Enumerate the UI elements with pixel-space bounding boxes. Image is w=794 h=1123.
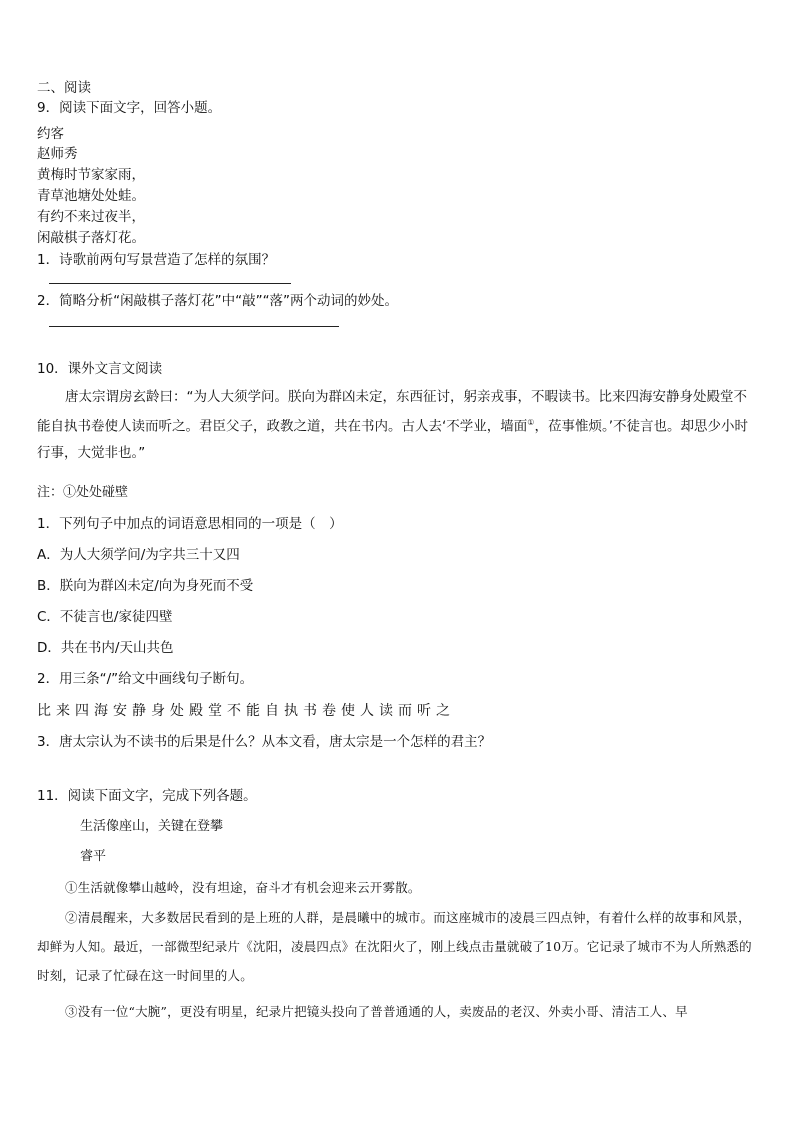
article-paragraph: ①生活就像攀山越岭，没有坦途，奋斗才有机会迎来云开雾散。 <box>65 880 421 895</box>
poem-author: 赵师秀 <box>37 146 78 162</box>
punctuation-sentence: 比来四海安静身处殿堂不能自执书卷使人读而听之 <box>37 703 455 719</box>
article-paragraph: ③没有一位“大腕”，更没有明星，纪录片把镜头投向了普普通通的人，卖废品的老汉、外卖小哥、清洁工人、早 <box>65 1004 688 1019</box>
q9-sub2: 2．简略分析“闲敲棋子落灯花”中“敲”“落”两个动词的妙处。 <box>37 293 399 309</box>
option-c: C．不徒言也/家徒四壁 <box>37 609 173 625</box>
q10-note: 注：①处处碰壁 <box>37 485 129 500</box>
article-title: 生活像座山，关键在登攀 <box>80 819 224 834</box>
q9-sub1: 1．诗歌前两句写景营造了怎样的氛围？ <box>37 252 276 268</box>
q9-prompt: 9．阅读下面文字，回答小题。 <box>37 100 222 116</box>
poem-line: 有约不来过夜半， <box>37 209 145 225</box>
passage-text: ，莅事惟烦。’不徒言也。却思少小时行事，大觉非也。” <box>37 418 749 461</box>
q10-sub3: 3．唐太宗认为不读书的后果是什么？从本文看，唐太宗是一个怎样的君主？ <box>37 734 492 750</box>
poem-line: 青草池塘处处蛙。 <box>37 188 145 204</box>
article-paragraph: ②清晨醒来，大多数居民看到的是上班的人群，是晨曦中的城市。而这座城市的凌晨三四点钟，有着什么样的故事和风景，却鲜为人知。最近，一部微型纪录片《沈阳，凌晨四点》在沈阳火了，刚上线点击量就破了10万。它记录了城市不为人所熟悉的时刻，记录了忙碌在这一时间里的人。 <box>37 910 752 983</box>
answer-line[interactable] <box>49 283 291 284</box>
poem-title: 约客 <box>37 126 64 142</box>
note-marker: ① <box>527 418 535 427</box>
option-a: A．为人大须学问/为字共三十又四 <box>37 547 240 563</box>
poem-line: 黄梅时节家家雨， <box>37 167 145 183</box>
section-heading: 二、阅读 <box>37 80 91 96</box>
option-b: B．朕向为群凶未定/向为身死而不受 <box>37 578 254 594</box>
q11-prompt: 11．阅读下面文字，完成下列各题。 <box>37 788 257 804</box>
option-d: D．共在书内/天山共色 <box>37 640 174 656</box>
q10-sub2: 2．用三条“/”给文中画线句子断句。 <box>37 671 254 687</box>
poem-line: 闲敲棋子落灯花。 <box>37 230 145 246</box>
answer-line[interactable] <box>49 326 339 327</box>
q10-prompt: 10．课外文言文阅读 <box>37 361 163 377</box>
q10-sub1: 1．下列句子中加点的词语意思相同的一项是（ ） <box>37 516 343 532</box>
article-author: 睿平 <box>80 849 107 864</box>
passage-text: 唐太宗谓房玄龄曰：“为人大须学问。朕向为群凶未定，东西征讨，躬亲戎事，不暇读书。比来四海安静身处殿堂不能自执书卷使人读而听之。君臣父子，政教之道，共在书内。古人去‘不学业，墙面 <box>37 389 747 435</box>
q10-passage <box>37 384 759 466</box>
